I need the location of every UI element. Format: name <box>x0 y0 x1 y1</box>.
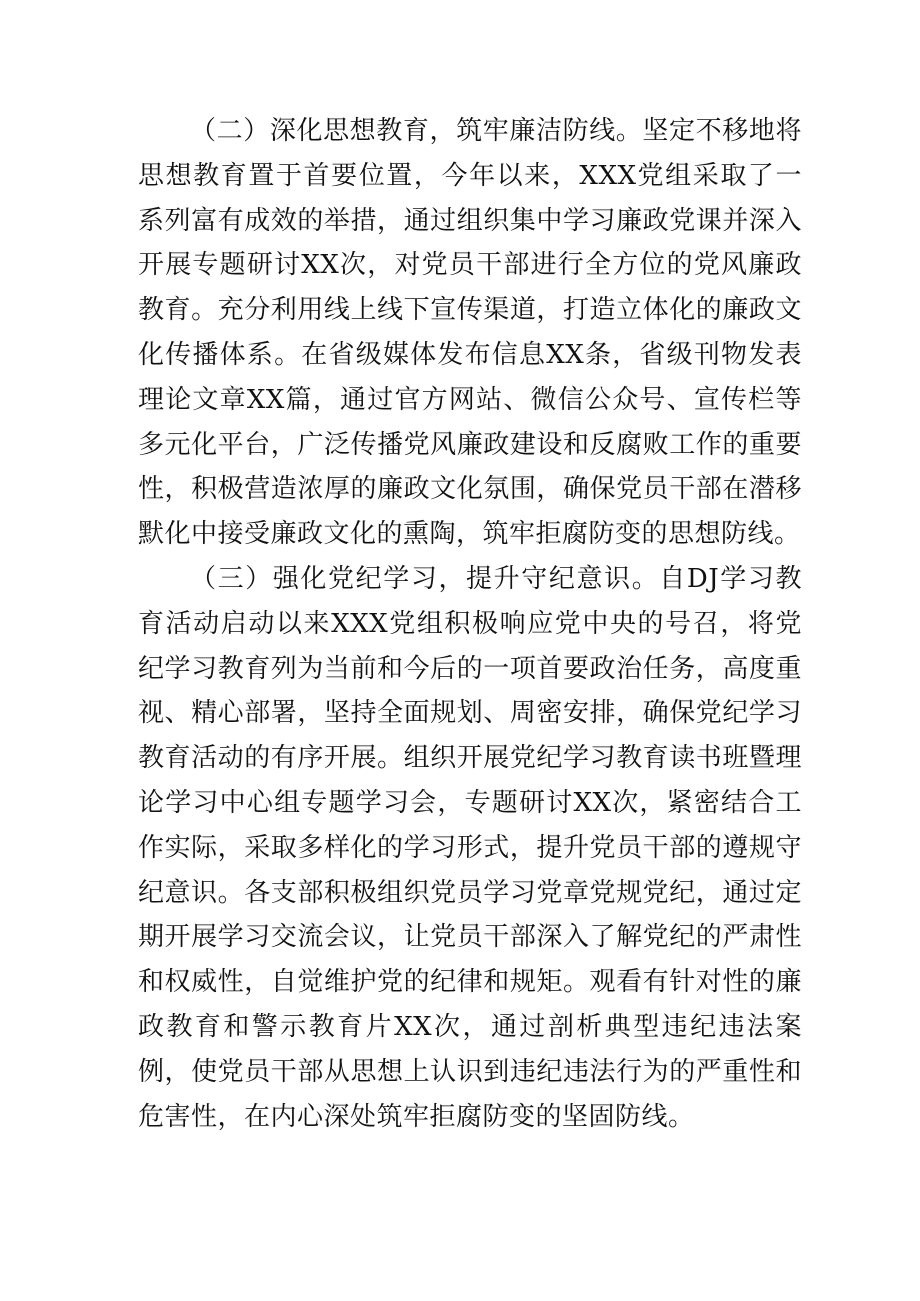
paragraph-section-2: （二）深化思想教育，筑牢廉洁防线。坚定不移地将思想教育置于首要位置，今年以来，XXX党组采取了一系列富有成效的举措，通过组织集中学习廉政党课并深入开展专题研讨XX次，对党员干部进行全方位的党风廉政教育。充分利用线上线下宣传渠道，打造立体化的廉政文化传播体系。在省级媒体发布信息XX条，省级刊物发表理论文章XX篇，通过官方网站、微信公众号、宣传栏等多元化平台，广泛传播党风廉政建设和反腐败工作的重要性，积极营造浓厚的廉政文化氛围，确保党员干部在潜移默化中接受廉政文化的熏陶，筑牢拒腐防变的思想防线。 <box>138 116 802 550</box>
paragraph-section-3: （三）强化党纪学习，提升守纪意识。自DJ学习教育活动启动以来XXX党组积极响应党中央的号召，将党纪学习教育列为当前和今后的一项首要政治任务，高度重视、精心部署，坚持全面规划、周密安排，确保党纪学习教育活动的有序开展。组织开展党纪学习教育读书班暨理论学习中心组专题学习会，专题研讨XX次，紧密结合工作实际，采取多样化的学习形式，提升党员干部的遵规守纪意识。各支部积极组织党员学习党章党规党纪，通过定期开展学习交流会议，让党员干部深入了解党纪的严肃性和权威性，自觉维护党的纪律和规矩。观看有针对性的廉政教育和警示教育片XX次，通过剖析典型违纪违法案例，使党员干部从思想上认识到违纪违法行为的严重性和危害性，在内心深处筑牢拒腐防变的坚固防线。 <box>138 563 802 1132</box>
document-body <box>138 109 802 1139</box>
